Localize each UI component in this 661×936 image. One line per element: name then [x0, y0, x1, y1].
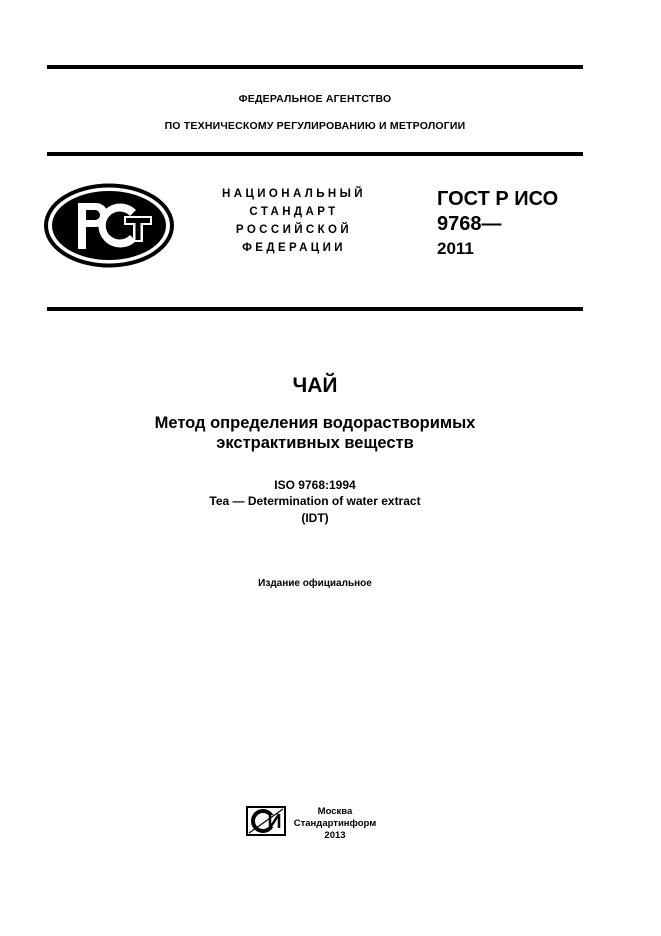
document-subtitle-line-1: Метод определения водорастворимых — [154, 414, 476, 432]
iso-reference: ISO 9768:1994 — [274, 478, 356, 492]
document-title: ЧАЙ — [292, 374, 338, 397]
national-standard-line-1: НАЦИОНАЛЬНЫЙ — [222, 188, 366, 200]
publisher-name: Стандартинформ — [293, 818, 377, 829]
iso-status: (IDT) — [301, 511, 329, 525]
gost-designation: ГОСТ Р ИСО — [437, 188, 559, 210]
national-standard-line-3: РОССИЙСКОЙ — [235, 224, 353, 236]
national-standard-line-2: СТАНДАРТ — [249, 206, 339, 218]
header-divider — [47, 152, 583, 156]
agency-line-1: ФЕДЕРАЛЬНОЕ АГЕНТСТВО — [238, 93, 392, 105]
iso-title: Tea — Determination of water extract — [209, 494, 421, 508]
gost-year: 2011 — [437, 239, 474, 258]
national-standard-line-4: ФЕДЕРАЦИИ — [242, 242, 346, 254]
publisher-city: Москва — [317, 806, 353, 817]
top-divider — [47, 65, 583, 69]
standartinform-logo-icon — [246, 806, 286, 836]
edition-note: Издание официальное — [258, 578, 372, 589]
gost-r-logo-icon — [44, 183, 174, 268]
publication-year: 2013 — [324, 830, 346, 841]
document-subtitle-line-2: экстрактивных веществ — [216, 434, 414, 452]
agency-line-2: ПО ТЕХНИЧЕСКОМУ РЕГУЛИРОВАНИЮ И МЕТРОЛОГИИ — [164, 120, 466, 132]
standard-divider — [47, 307, 583, 311]
gost-number: 9768— — [437, 213, 502, 235]
